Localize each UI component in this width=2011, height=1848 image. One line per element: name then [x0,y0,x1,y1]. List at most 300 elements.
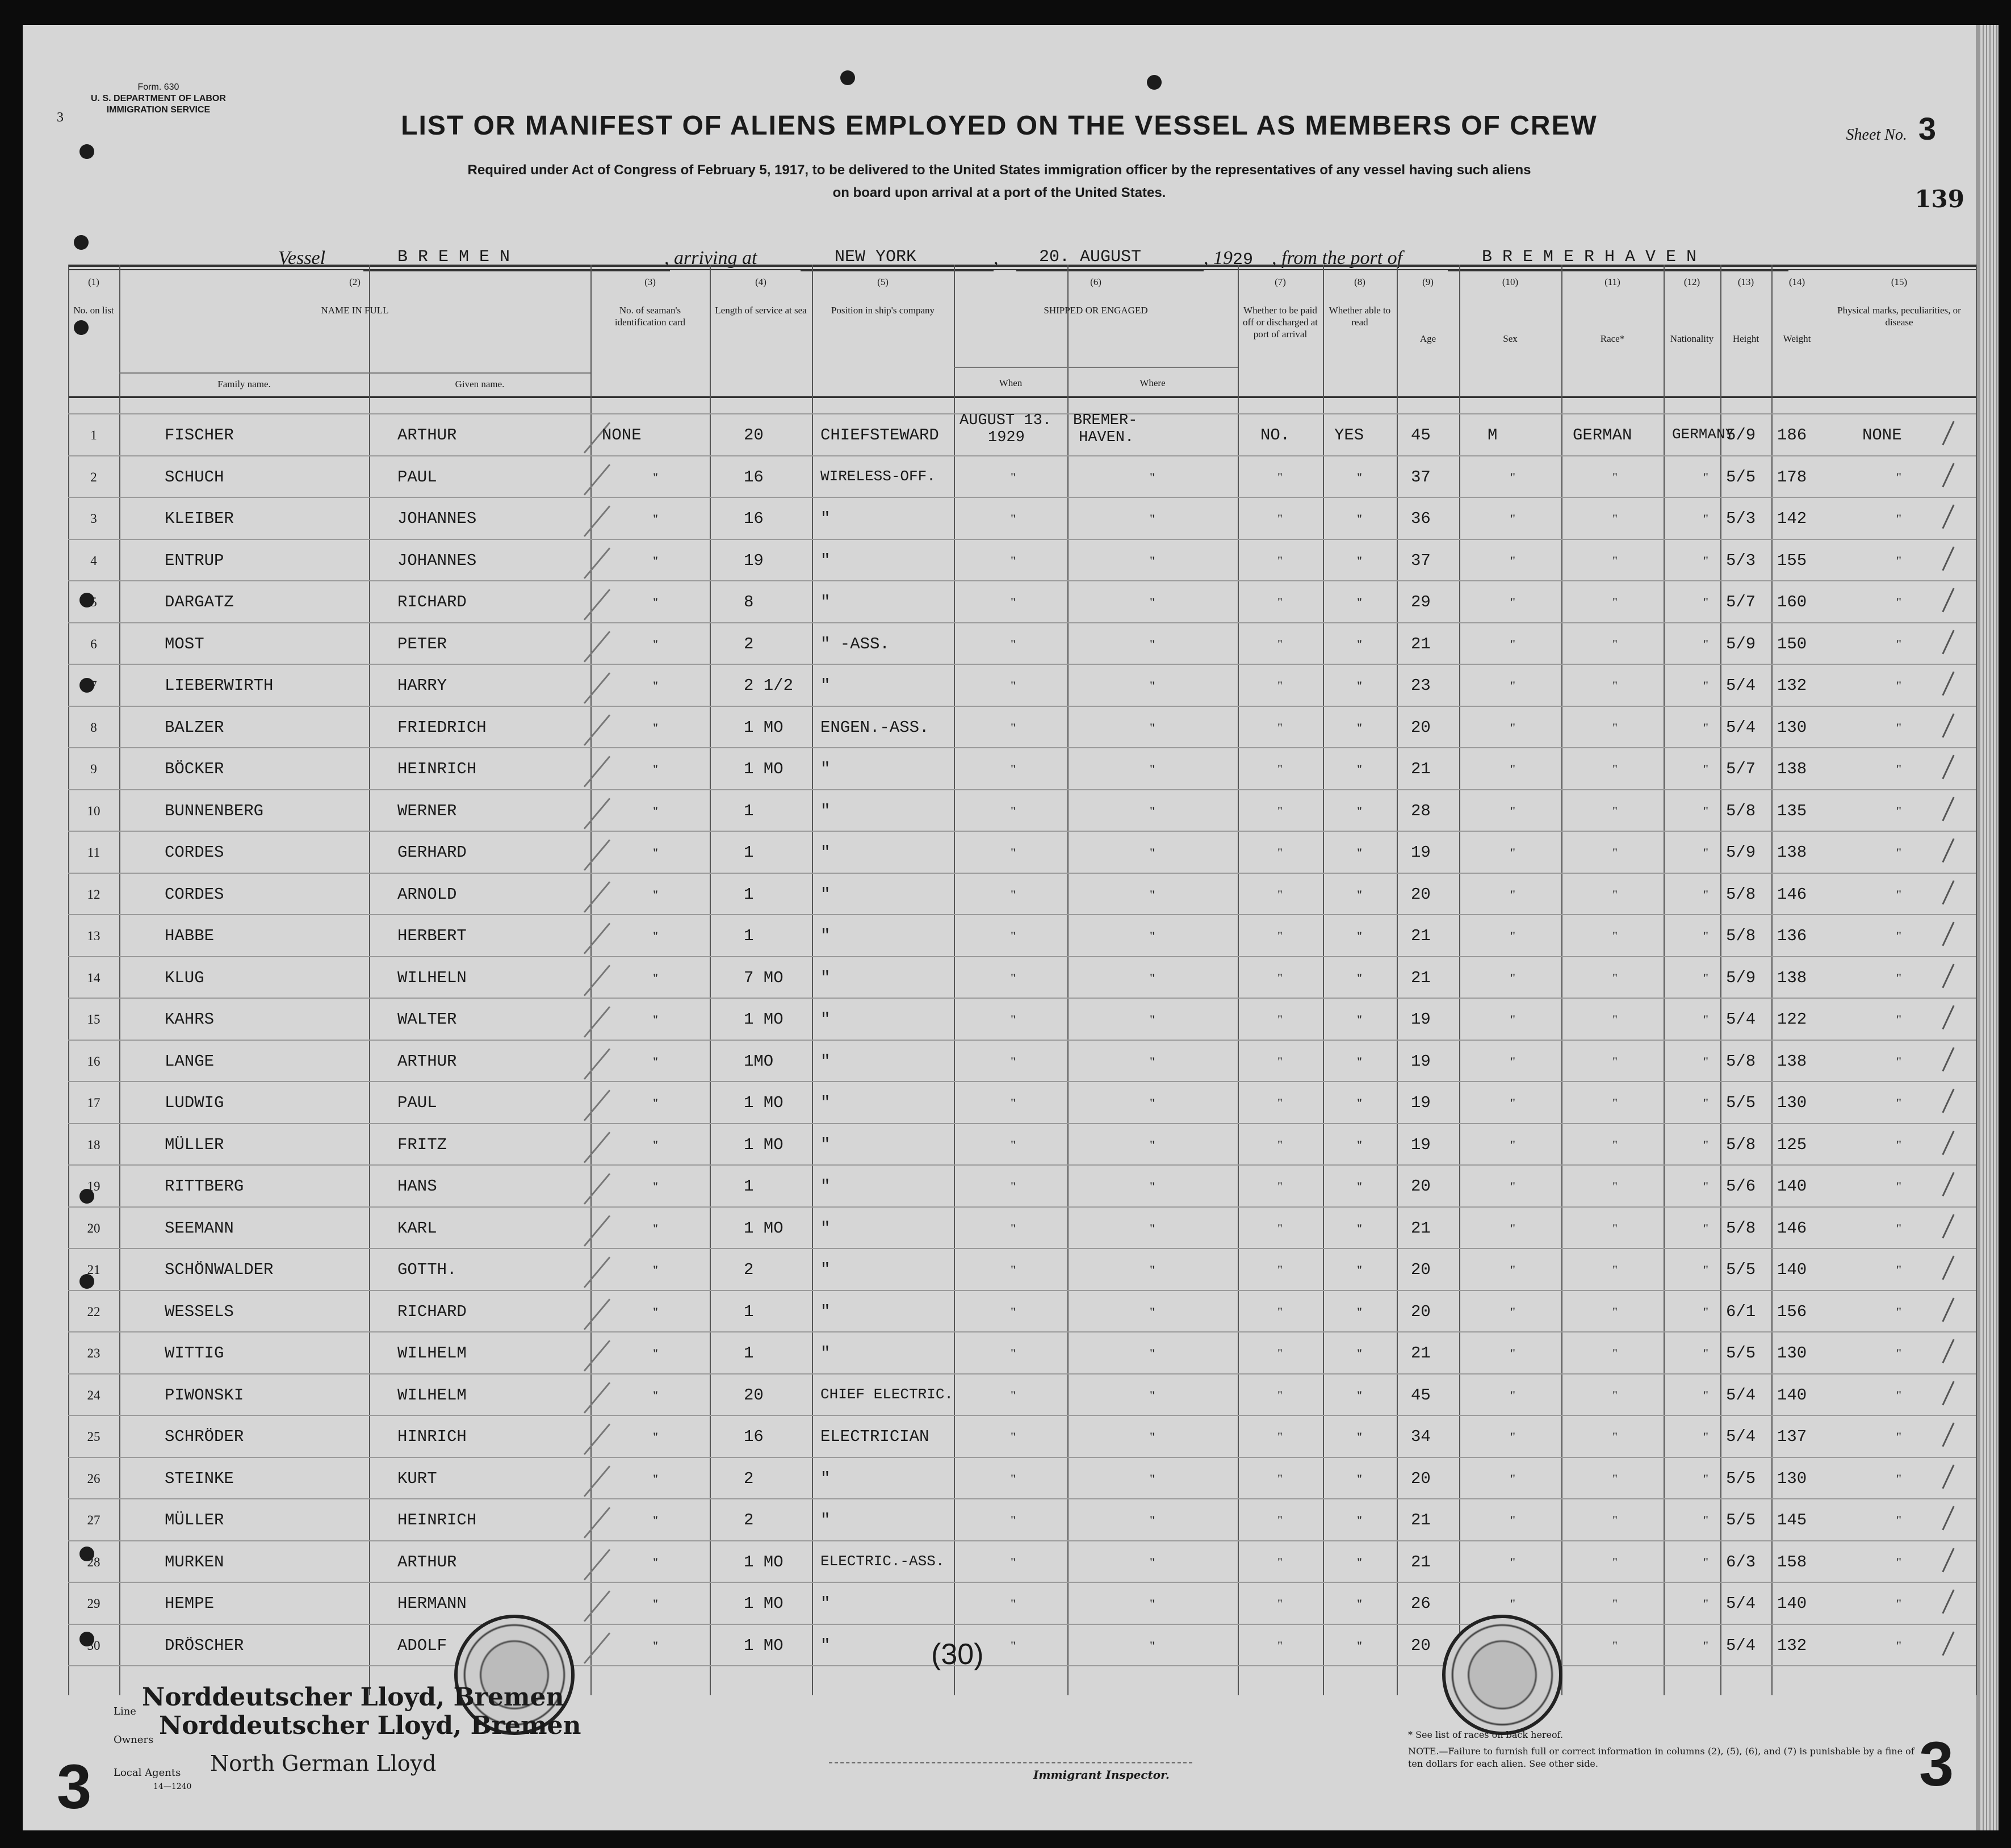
service-length: 1 MO [744,1218,784,1238]
height: 5/7 [1726,760,1756,778]
check-mark [1942,1256,1954,1280]
height: 5/9 [1726,968,1756,987]
weight: 135 [1777,801,1807,820]
weight: 125 [1777,1135,1807,1154]
weight: 142 [1777,509,1807,528]
line-label: Line [114,1705,136,1717]
service: IMMIGRATION SERVICE [106,105,211,115]
height: 5/5 [1726,1469,1756,1488]
shipped-where-ditto: " [1150,678,1155,693]
check-mark [1942,463,1954,487]
race-ditto: " [1612,1012,1618,1026]
age: 37 [1411,551,1431,570]
age: 20 [1411,1302,1431,1321]
row-number: 8 [90,720,97,735]
shipped-when: AUGUST 13. [960,412,1052,429]
family-name: CORDES [165,885,224,904]
able-to-read-ditto: " [1357,636,1362,651]
given-name: ARTHUR [397,426,457,445]
nationality-ditto: " [1703,636,1708,651]
given-name: HINRICH [397,1427,467,1446]
age: 20 [1411,1636,1431,1655]
id-card-ditto: " [653,1388,658,1402]
able-to-read-ditto: " [1357,1346,1362,1360]
service-length: 1 MO [744,1010,784,1029]
physical-marks-ditto: " [1896,1346,1901,1360]
given-name: ARNOLD [397,885,457,904]
shipped-where-ditto: " [1150,1096,1155,1110]
able-to-read-ditto: " [1357,595,1362,609]
family-name: RITTBERG [165,1177,244,1196]
sex-ditto: " [1510,1054,1515,1068]
position: " [820,1469,831,1488]
shipped-where-ditto: " [1150,1388,1155,1402]
col-number-c3: (3) [644,276,656,287]
weight: 140 [1777,1385,1807,1405]
service-length: 1 MO [744,1594,784,1613]
id-card-ditto: " [653,1471,658,1486]
paid-off-ditto: " [1277,1430,1283,1444]
shipped-where-ditto: " [1150,1471,1155,1486]
physical-marks-ditto: " [1896,1388,1901,1402]
service-length: 1 [744,801,754,820]
nationality-ditto: " [1703,970,1708,985]
check-mark [1942,505,1954,529]
departure-port: B R E M E R H A V E N [1482,248,1697,267]
weight: 137 [1777,1427,1807,1446]
nationality-ditto: " [1703,1554,1708,1569]
agents-value: North German Lloyd [210,1751,437,1776]
service-length: 1 [744,885,754,904]
given-name: PAUL [397,467,437,487]
col-number-c14: (14) [1788,276,1805,287]
col-head-c3: No. of seaman's identification card [614,305,686,328]
given-name: ADOLF [397,1636,447,1655]
race-ditto: " [1612,1596,1618,1611]
shipped-when-ditto: " [1011,1388,1016,1402]
shipped-when-ditto: " [1011,1638,1016,1653]
check-mark [1942,713,1954,737]
able-to-read-ditto: " [1357,803,1362,818]
physical-marks-ditto: " [1896,929,1901,943]
check-mark [584,1423,610,1455]
shipped-when-ditto: " [1011,1596,1016,1611]
id-card-ditto: " [653,1554,658,1569]
col-number-c12: (12) [1683,276,1700,287]
row-number: 28 [87,1554,100,1569]
shipped-where-ditto: " [1150,595,1155,609]
row-number: 15 [87,1012,100,1026]
height: 5/4 [1726,1010,1756,1029]
service-length: 1 MO [744,1093,784,1112]
age: 21 [1411,1552,1431,1572]
sex-ditto: " [1510,845,1515,860]
nationality-ditto: " [1703,1054,1708,1068]
check-mark [584,547,610,579]
given-name: HARRY [397,676,447,695]
id-card: NONE [602,426,642,445]
check-mark [1942,588,1954,613]
race-ditto: " [1612,678,1618,693]
col-number-c1: (1) [88,276,99,287]
paid-off-ditto: " [1277,720,1283,735]
physical-marks-ditto: " [1896,470,1901,484]
row-number: 12 [87,887,100,902]
able-to-read-ditto: " [1357,929,1362,943]
nationality-ditto: " [1703,1388,1708,1402]
family-name: MÜLLER [165,1511,224,1529]
shipped-when-ditto: " [1011,887,1016,902]
able-to-read-ditto: " [1357,553,1362,568]
col-head-c9: Age [1419,333,1436,344]
family-name: CORDES [165,843,224,862]
paid-off-ditto: " [1277,512,1283,526]
position: " [820,1260,831,1279]
age: 20 [1411,1260,1431,1279]
sex-ditto: " [1510,636,1515,651]
physical-marks-ditto: " [1896,595,1901,609]
col-number-c15: (15) [1891,276,1908,287]
shipped-where-ditto: " [1150,845,1155,860]
family-name: BÖCKER [165,760,224,778]
shipped-where-ditto: " [1150,1346,1155,1360]
shipped-when-ditto: " [1011,1304,1016,1319]
id-card-ditto: " [653,1054,658,1068]
check-mark [584,1173,610,1205]
row-number: 20 [87,1221,100,1235]
col-head-c1: No. on list [73,305,114,316]
nationality-ditto: " [1703,1096,1708,1110]
subtitle-line-2: on board upon arrival at a port of the United States. [832,185,1166,200]
shipped-where-ditto: " [1150,803,1155,818]
given-name: WALTER [397,1010,457,1029]
col-number-c9: (9) [1422,276,1434,287]
check-mark [1942,963,1954,988]
sex-ditto: " [1510,887,1515,902]
paid-off-ditto: " [1277,1471,1283,1486]
shipped-when-ditto: " [1011,762,1016,776]
col-head-c5: Position in ship's company [831,305,935,316]
consulate-seal [1442,1615,1562,1735]
sex-ditto: " [1510,762,1515,776]
year-prefix: 19 [1213,248,1233,269]
service-length: 1 [744,843,754,862]
age: 37 [1411,467,1431,487]
physical-marks-ditto: " [1896,1221,1901,1235]
position: ENGEN.-ASS. [820,718,929,737]
age: 19 [1411,1010,1431,1029]
sex-ditto: " [1510,1096,1515,1110]
height: 5/6 [1726,1177,1756,1196]
id-card-ditto: " [653,1137,658,1152]
agents-label: Local Agents [114,1767,181,1779]
col-number-c5: (5) [877,276,889,287]
age: 26 [1411,1594,1431,1613]
paid-off-ditto: " [1277,678,1283,693]
given-name: FRITZ [397,1135,447,1154]
position: " [820,676,831,695]
check-mark [1942,672,1954,696]
physical-marks-ditto: " [1896,1179,1901,1193]
year: 29 [1233,250,1254,270]
able-to-read-ditto: " [1357,1388,1362,1402]
physical-marks-ditto: " [1896,1304,1901,1319]
height: 5/4 [1726,1636,1756,1655]
able-to-read-ditto: " [1357,1638,1362,1653]
physical-marks-ditto: " [1896,845,1901,860]
manifest-sheet: 3 Form. 630 U. S. DEPARTMENT OF LABOR IMMIGRATION SERVICE LIST OR MANIFEST OF ALIENS EMPLOYED ON THE VESSEL AS MEMBERS OF CREW Required under Act of Congress of February 5, 1917, to be delivered to the United States immigration officer by the representatives of any vessel having such aliens on board upon arrival at a port of the United States. Sheet No. 3 139 Vessel B R E M E N , arriving at NEW YORK , 20. AUGUST , 1929 , from the port of B R E M E R H A V E N (1) No. on list (2) NAME IN FULL (3) No. of seaman's identification card (4) Length of service at sea (5) Position in ship's company (6) SHIPPED OR ENGAGED (7) Whether to be paid off or discharged at port of arrival (8) Whether able to read (9) Age (10) Sex (11) Race* (12) Nationality (13) Height (14) Weight (15) Physical marks, peculiarities, or disease Family name. Given name. When Where 1 FISCHER ARTHUR 20 CHIEFSTEWARD 45 5/9 186 NONE AUGUST 13. 1929 BREMER- HAVEN. NO. YES M GERMAN GERMANY NONE 2 SCHUCH PAUL 16 WIRELESS-OFF. 37 5/5 178 " " " " " " " " " 3 KLEIBER JOHANNES 16 " 36 5/3 142 " " " " " " " " " 4 ENTRUP JOHANNES 19 " 37 5/3 155 " " " " " " " " " 5 DARGATZ RICHARD 8 " 29 5/7 160 " " " " " " " " " 6 MOST PETER 2 " -ASS. 21 5/9 150 " " " " " " " " " 7 LIEBERWIRTH HARRY 2 1/2 " 23 5/4 132 " " " " " " " " " 8 BALZER FRIEDRICH 1 MO ENGEN.-ASS. 20 5/4 130 " " " " " " " " " 9 BÖCKER HEINRICH 1 MO " 21 5/7 138 " " " " " " " " " 10 BUNNENBERG WERNER 1 " 28 5/8 135 " " " " " " " " " 11 CORDES GERHARD 1 " 19 5/9 138 " " " " " " " " " 12 CORDES ARNOLD 1 " 20 5/8 146 " " " " " " " " " 13 HABBE HERBERT 1 " 21 5/8 136 " " " " " " " " " 14 KLUG WILHELN 7 MO " 21 5/9 138 " " " " " " " " " 15 KAHRS WALTER 1 MO " 19 5/4 122 " " " " " " " " " 16 LANGE ARTHUR 1MO " 19 5/8 138 " " " " " " " " " 17 LUDWIG PAUL 1 MO " 19 5/5 130 " " " " " " " " " 18 MÜLLER FRITZ 1 MO " 19 5/8 125 " " " " " " " " " 19 RITTBERG HANS 1 " 20 5/6 140 " " " " " " " " " 20 SEEMANN KARL 1 MO " 21 5/8 146 " " " " " " " " " 21 SCHÖNWALDER GOTTH. 2 " 20 5/5 140 " " " " " " " " " 22 WESSELS RICHARD 1 " 20 6/1 156 " " " " " " " " " 23 WITTIG WILHELM 1 " 21 5/5 130 " " " " " " " " " 24 PIWONSKI WILHELM 20 CHIEF ELECTRIC. 45 5/4 140 " " " " " " " " " 25 SCHRÖDER HINRICH 16 ELECTRICIAN 34 5/4 137 " " " " " " " " " 26 STEINKE KURT 2 " 20 5/5 130 " " " " " " " " " 27 MÜLLER HEINRICH 2 " 21 5/5 145 " " " " " " " " " 28 MURKEN ARTHUR 1 MO ELECTRIC.-ASS. 21 6/3 158 " " " " " " " " " 29 HEMPE HERMANN 1 MO " 26 5/4 140 " " " " " " " " " 30 DRÖSCHER ADOLF 1 MO " 20 5/4 132 " " " " " " " " (30) Line Norddeutscher Lloyd, Bremen Owners Norddeutscher Lloyd, Bremen Local Agents North German Lloyd 14—1240 Immigrant Inspector. * See list of races on back hereof. NOTE.—Failure to furnish full or correct information in columns (2), (5), (6), and (7) is punishable by a fine of ten dollars for each alien. See other side. 3 3 [23,25,1981,1830]
col-head-c14: Weight [1783,333,1811,344]
able-to-read-ditto: " [1357,1513,1362,1527]
race-ditto: " [1612,887,1618,902]
shipped-where-2: HAVEN. [1079,429,1134,446]
race-ditto: " [1612,762,1618,776]
check-mark [584,464,610,496]
service-length: 1 MO [744,1135,784,1154]
position: " [820,1511,831,1529]
sex-ditto: " [1510,803,1515,818]
physical-marks-ditto: " [1896,1430,1901,1444]
shipped-when-ditto: " [1011,1471,1016,1486]
paid-off-ditto: " [1277,1263,1283,1277]
family-name: BALZER [165,718,224,737]
weight: 156 [1777,1302,1807,1321]
col-number-c7: (7) [1275,276,1286,287]
height: 5/5 [1726,1344,1756,1363]
paid-off-ditto: " [1277,1346,1283,1360]
weight: 158 [1777,1552,1807,1572]
position: " [820,1051,831,1071]
nationality-ditto: " [1703,887,1708,902]
position: " [820,551,831,570]
weight: 132 [1777,1636,1807,1655]
service-length: 1 [744,1344,754,1363]
race-ditto: " [1612,1054,1618,1068]
physical-marks-ditto: " [1896,1137,1901,1152]
race-ditto: " [1612,1346,1618,1360]
row-number: 6 [90,636,97,651]
race-ditto: " [1612,1304,1618,1319]
row-number: 4 [90,553,97,568]
id-card-ditto: " [653,970,658,985]
family-name: DRÖSCHER [165,1636,244,1655]
id-card-ditto: " [653,553,658,568]
check-mark [1942,1130,1954,1155]
paid-off-ditto: " [1277,1304,1283,1319]
family-name: STEINKE [165,1469,234,1488]
shipped-where-ditto: " [1150,1012,1155,1026]
check-mark [584,965,610,996]
shipped-when-year: 1929 [988,429,1025,446]
check-mark [584,672,610,704]
sex-ditto: " [1510,1388,1515,1402]
row-number: 19 [87,1179,100,1193]
physical-marks-ditto: " [1896,1012,1901,1026]
age: 20 [1411,1177,1431,1196]
age: 21 [1411,1511,1431,1529]
check-mark [584,1215,610,1247]
nationality-ditto: " [1703,1596,1708,1611]
race-ditto: " [1612,1096,1618,1110]
check-mark [1942,1005,1954,1030]
family-name: MURKEN [165,1552,224,1572]
col-number-c4: (4) [755,276,766,287]
row-number: 11 [87,845,100,860]
given-name: ARTHUR [397,1051,457,1071]
check-mark [1942,630,1954,654]
age: 20 [1411,718,1431,737]
page-title: LIST OR MANIFEST OF ALIENS EMPLOYED ON THE VESSEL AS MEMBERS OF CREW [401,111,1598,141]
weight: 138 [1777,760,1807,778]
family-name: LIEBERWIRTH [165,676,274,695]
id-card-ditto: " [653,887,658,902]
row-number: 27 [87,1513,100,1527]
row-number: 24 [87,1388,100,1402]
race-ditto: " [1612,470,1618,484]
height: 5/4 [1726,718,1756,737]
given-name: FRIEDRICH [397,718,487,737]
weight: 132 [1777,676,1807,695]
check-mark [1942,1089,1954,1113]
able-to-read-ditto: " [1357,970,1362,985]
given-name: HERMANN [397,1594,467,1613]
sex-ditto: " [1510,595,1515,609]
age: 21 [1411,634,1431,653]
shipped-where-ditto: " [1150,1221,1155,1235]
shipped-where-ditto: " [1150,470,1155,484]
shipped-when-ditto: " [1011,1554,1016,1569]
id-card-ditto: " [653,512,658,526]
position: " [820,1177,831,1196]
given-name: WILHELM [397,1344,467,1363]
height: 5/9 [1726,634,1756,653]
col-number-c10: (10) [1502,276,1519,287]
given-name: HEINRICH [397,760,477,778]
family-name: WITTIG [165,1344,224,1363]
physical-marks-ditto: " [1896,1263,1901,1277]
given-name: RICHARD [397,1302,467,1321]
nationality-ditto: " [1703,1430,1708,1444]
able-to-read-ditto: " [1357,1179,1362,1193]
row-number: 7 [90,678,97,693]
check-mark [584,881,610,913]
col-head-when: When [999,378,1023,388]
height: 5/8 [1726,1051,1756,1071]
check-mark [1942,1506,1954,1531]
nationality-ditto: " [1703,470,1708,484]
physical-marks-ditto: " [1896,1596,1901,1611]
punch-hole [79,144,94,159]
weight: 130 [1777,1469,1807,1488]
row-number: 9 [90,762,97,776]
shipped-when-ditto: " [1011,1346,1016,1360]
given-name: RICHARD [397,593,467,611]
service-length: 2 [744,1511,754,1529]
id-card-ditto: " [653,845,658,860]
id-card-ditto: " [653,929,658,943]
line-value: Norddeutscher Lloyd, Bremen [142,1683,564,1712]
paid-off-ditto: " [1277,1179,1283,1193]
check-mark [1942,1423,1954,1447]
paid-off-ditto: " [1277,1054,1283,1068]
paid-off-ditto: " [1277,1221,1283,1235]
given-name: KARL [397,1218,437,1238]
nationality-ditto: " [1703,1513,1708,1527]
sheet-number [1846,110,1936,147]
id-card-ditto: " [653,762,658,776]
shipped-where-ditto: " [1150,1304,1155,1319]
row-number: 3 [90,512,97,526]
shipped-where-ditto: " [1150,1137,1155,1152]
service-length: 2 [744,634,754,653]
check-mark [584,631,610,663]
check-mark [584,589,610,621]
height: 5/5 [1726,1260,1756,1279]
race: GERMAN [1573,426,1632,445]
paid-off: NO. [1260,426,1291,445]
row-number: 18 [87,1137,100,1152]
check-mark [1942,1590,1954,1614]
race-ditto: " [1612,1554,1618,1569]
col-head-c7: Whether to be paid off or discharged at port of arrival [1242,305,1318,340]
height: 5/5 [1726,467,1756,487]
paid-off-ditto: " [1277,970,1283,985]
height: 5/4 [1726,1385,1756,1405]
sex: M [1488,426,1498,445]
service-length: 2 [744,1260,754,1279]
family-name: SCHRÖDER [165,1427,244,1446]
weight: 130 [1777,718,1807,737]
given-name: JOHANNES [397,551,477,570]
check-mark [584,1549,610,1581]
nationality-ditto: " [1703,1179,1708,1193]
age: 20 [1411,1469,1431,1488]
paid-off-ditto: " [1277,1388,1283,1402]
shipped-where-ditto: " [1150,970,1155,985]
age: 19 [1411,1135,1431,1154]
shipped-when-ditto: " [1011,1137,1016,1152]
col-head-where: Where [1139,378,1166,388]
race-ditto: " [1612,803,1618,818]
shipped-when-ditto: " [1011,970,1016,985]
height: 5/4 [1726,676,1756,695]
age: 21 [1411,1218,1431,1238]
able-to-read-ditto: " [1357,1096,1362,1110]
id-card-ditto: " [653,803,658,818]
age: 19 [1411,843,1431,862]
check-mark [1942,1381,1954,1405]
race-ditto: " [1612,1638,1618,1653]
shipped-when-ditto: " [1011,1263,1016,1277]
col-head-c8: Whether able to read [1329,305,1391,328]
able-to-read-ditto: " [1357,1137,1362,1152]
family-name: MOST [165,634,204,653]
physical-marks-ditto: " [1896,887,1901,902]
row-number: 17 [87,1096,100,1110]
race-ditto: " [1612,929,1618,943]
col-head-c12: Nationality [1670,333,1714,344]
right-sheet-mark: 3 [1919,1729,1954,1799]
id-card-ditto: " [653,1596,658,1611]
physical-marks-ditto: " [1896,1513,1901,1527]
id-card-ditto: " [653,1430,658,1444]
family-name: KLEIBER [165,509,234,528]
physical-marks-ditto: " [1896,762,1901,776]
family-name: ENTRUP [165,551,224,570]
shipped-where-ditto: " [1150,929,1155,943]
position: WIRELESS-OFF. [820,467,936,485]
position: " [820,1010,831,1029]
